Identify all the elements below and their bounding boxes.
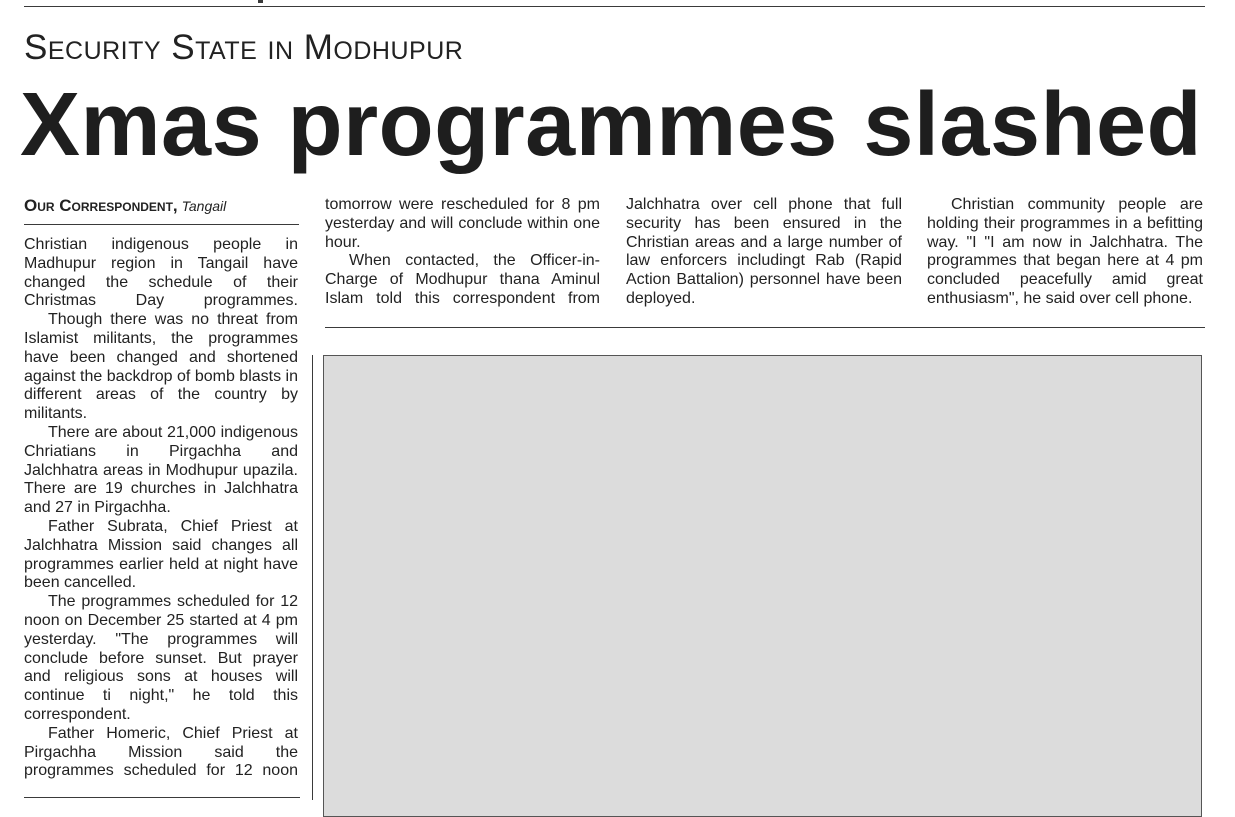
paragraph: When contacted, the Officer-in-Charge of Modhupur thana Aminul Islam told this correspondent from bbox=[325, 252, 600, 307]
paragraph: Father Homeric, Chief Priest at Pirgachha Mission said the programmes scheduled for 12 noon bbox=[24, 724, 298, 780]
top-rule-tick bbox=[258, 0, 263, 3]
article-column-3 bbox=[626, 196, 902, 309]
byline bbox=[24, 196, 226, 216]
paragraph: Jalchhatra over cell phone that full security has been ensured in the Christian areas and a large number of law enforcers includingt Rab (Rapid Action Battalion) personnel have been deployed. bbox=[626, 196, 902, 307]
photo-placeholder bbox=[323, 355, 1202, 817]
paragraph: There are about 21,000 indigenous Chriatians in Pirgachha and Jalchhatra areas in Modhupur upazila. There are 19 churches in Jalchhatra and 27 in Pirgachha. bbox=[24, 423, 298, 517]
column-rule bbox=[325, 327, 1205, 328]
bottom-rule bbox=[24, 797, 300, 798]
paragraph: Christian community people are holding their programmes in a befitting way. "I "I am now in Jalchhatra. The programmes that began here at 4 pm concluded peacefully amid great enthusiasm", he said over cell phone. bbox=[927, 196, 1203, 307]
kicker: Security State in Modhupur bbox=[24, 28, 464, 67]
byline-name: Our Correspondent, bbox=[24, 196, 178, 215]
paragraph: The programmes scheduled for 12 noon on December 25 started at 4 pm yesterday. "The programmes will conclude before sunset. But prayer and religious sons at houses will continue ti night," he told this correspondent. bbox=[24, 593, 298, 723]
paragraph: Christian indigenous people in Madhupur region in Tangail have changed the schedule of their Christmas Day programmes. bbox=[24, 236, 298, 310]
headline: Xmas programmes slashed bbox=[20, 75, 1203, 175]
paragraph: Though there was no threat from Islamist militants, the programmes have been changed and shortened against the backdrop of bomb blasts in different areas of the country by militants. bbox=[24, 311, 298, 423]
top-rule bbox=[24, 6, 1205, 7]
byline-place: Tangail bbox=[181, 198, 227, 214]
paragraph: tomorrow were rescheduled for 8 pm yesterday and will conclude within one hour. bbox=[325, 196, 600, 251]
article-column-2 bbox=[325, 196, 600, 309]
column-divider bbox=[312, 355, 313, 800]
article-column-1 bbox=[24, 236, 298, 781]
paragraph: Father Subrata, Chief Priest at Jalchhatra Mission said changes all programmes earlier held at night have been cancelled. bbox=[24, 517, 298, 592]
byline-rule bbox=[24, 224, 299, 225]
article-column-4 bbox=[927, 196, 1203, 309]
